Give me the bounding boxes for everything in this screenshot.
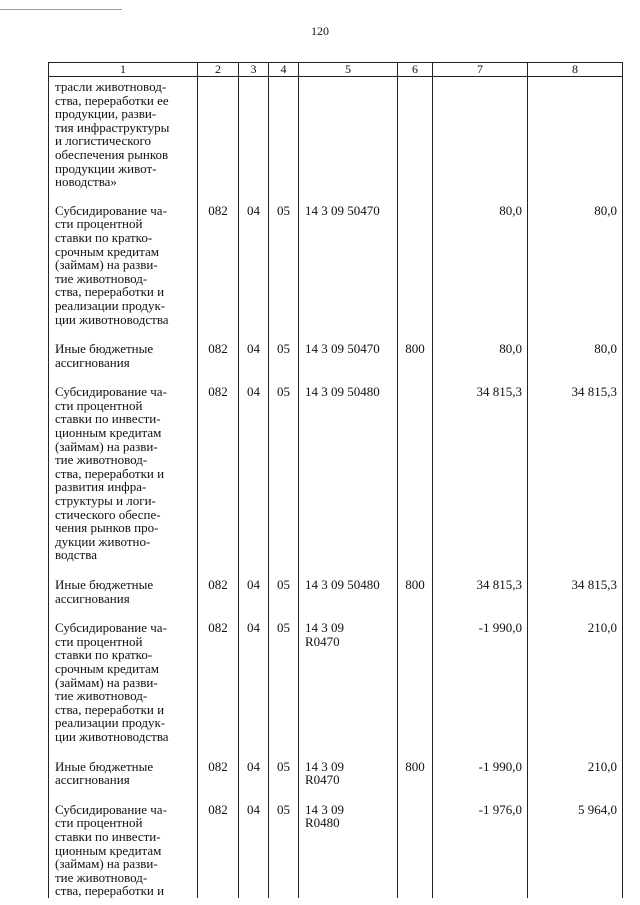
header-row — [49, 63, 623, 77]
row-expense-type: 800 — [398, 758, 433, 801]
table-row — [49, 619, 623, 757]
row-subsection: 05 — [269, 801, 299, 898]
row-subsection: 05 — [269, 202, 299, 340]
row-expense-type — [398, 801, 433, 898]
col-header-1: 1 — [49, 63, 198, 77]
table-row — [49, 758, 623, 801]
row-name: Иные бюджетные ассигнования — [49, 576, 198, 619]
row-target-article: 14 3 09 R0470 — [299, 758, 398, 801]
row-amount-change: 80,0 — [433, 202, 528, 340]
row-target-article: 14 3 09 50480 — [299, 576, 398, 619]
table-row — [49, 801, 623, 898]
row-amount-change: 34 815,3 — [433, 383, 528, 576]
table-row — [49, 576, 623, 619]
row-name: Субсидирование ча- сти процентной ставки по кратко- срочным кредитам (займам) на разви- тие животновод- ства, переработки и реализации продук- ции животноводства — [49, 619, 198, 757]
row-section: 04 — [239, 758, 269, 801]
col-header-5: 5 — [299, 63, 398, 77]
row-target-article: 14 3 09 R0480 — [299, 801, 398, 898]
row-amount-change: 80,0 — [433, 340, 528, 383]
row-name: Иные бюджетные ассигнования — [49, 758, 198, 801]
row-subsection: 05 — [269, 383, 299, 576]
row-amount-total: 5 964,0 — [528, 801, 623, 898]
row-amount-change: -1 976,0 — [433, 801, 528, 898]
row-admin-code: 082 — [198, 383, 239, 576]
col-header-2: 2 — [198, 63, 239, 77]
row-amount-change: -1 990,0 — [433, 619, 528, 757]
row-subsection: 05 — [269, 619, 299, 757]
row-section: 04 — [239, 619, 269, 757]
row-target-article: 14 3 09 50470 — [299, 340, 398, 383]
row-name: Субсидирование ча- сти процентной ставки по инвести- ционным кредитам (займам) на разви- тие животновод- ства, переработки и развития инфра- структуры и логи- стического обеспе- чения рынков про- дукции животно- водства — [49, 383, 198, 576]
continuation-row — [49, 77, 623, 202]
row-amount-change: -1 990,0 — [433, 758, 528, 801]
row-name: Субсидирование ча- сти процентной ставки по инвести- ционным кредитам (займам) на разви- тие животновод- ства, переработки и — [49, 801, 198, 898]
corner-rule — [0, 9, 122, 10]
row-amount-total: 34 815,3 — [528, 576, 623, 619]
row-amount-total: 80,0 — [528, 202, 623, 340]
row-admin-code: 082 — [198, 202, 239, 340]
row-expense-type — [398, 619, 433, 757]
row-amount-total: 210,0 — [528, 758, 623, 801]
row-target-article: 14 3 09 50470 — [299, 202, 398, 340]
col-header-6: 6 — [398, 63, 433, 77]
row-amount-total: 210,0 — [528, 619, 623, 757]
row-subsection: 05 — [269, 576, 299, 619]
row-admin-code: 082 — [198, 340, 239, 383]
table-row — [49, 383, 623, 576]
col-header-7: 7 — [433, 63, 528, 77]
row-amount-change: 34 815,3 — [433, 576, 528, 619]
row-section: 04 — [239, 801, 269, 898]
row-expense-type: 800 — [398, 340, 433, 383]
row-subsection: 05 — [269, 340, 299, 383]
col-header-8: 8 — [528, 63, 623, 77]
row-amount-total: 34 815,3 — [528, 383, 623, 576]
row-admin-code: 082 — [198, 619, 239, 757]
row-admin-code: 082 — [198, 576, 239, 619]
row-section: 04 — [239, 576, 269, 619]
row-expense-type: 800 — [398, 576, 433, 619]
col-header-4: 4 — [269, 63, 299, 77]
row-target-article: 14 3 09 R0470 — [299, 619, 398, 757]
row-section: 04 — [239, 202, 269, 340]
row-name: Иные бюджетные ассигнования — [49, 340, 198, 383]
row-amount-total: 80,0 — [528, 340, 623, 383]
row-expense-type — [398, 383, 433, 576]
budget-table — [48, 62, 623, 898]
table-row — [49, 340, 623, 383]
row-subsection: 05 — [269, 758, 299, 801]
continuation-text: трасли животновод- ства, переработки ее продукции, разви- тия инфраструктуры и логистического обеспечения рынков продукции живот- новодства» — [49, 77, 198, 202]
row-name: Субсидирование ча- сти процентной ставки по кратко- срочным кредитам (займам) на разви- тие животновод- ства, переработки и реализации продук- ции животноводства — [49, 202, 198, 340]
row-section: 04 — [239, 383, 269, 576]
page-number: 120 — [311, 24, 329, 38]
row-admin-code: 082 — [198, 758, 239, 801]
row-expense-type — [398, 202, 433, 340]
table-row — [49, 202, 623, 340]
row-admin-code: 082 — [198, 801, 239, 898]
col-header-3: 3 — [239, 63, 269, 77]
row-target-article: 14 3 09 50480 — [299, 383, 398, 576]
row-section: 04 — [239, 340, 269, 383]
